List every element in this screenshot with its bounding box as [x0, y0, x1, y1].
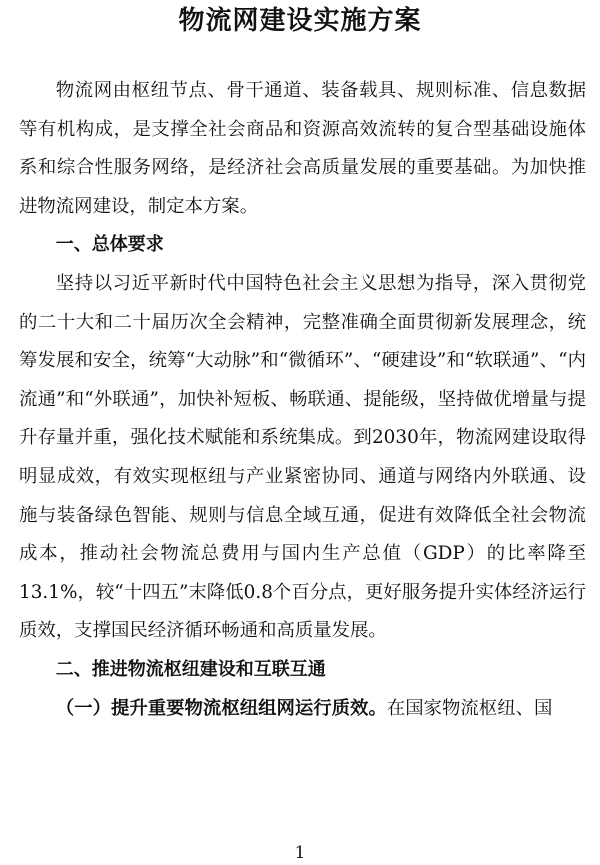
section-2-heading: 二、推进物流枢纽建设和互联互通: [55, 658, 326, 680]
section-2-subsection-1: [19, 690, 586, 729]
section-1-heading: 一、总体要求: [55, 234, 164, 256]
document-body: [19, 72, 586, 728]
subsection-1-lead: （一）提升重要物流枢纽组网运行质效。: [55, 697, 387, 719]
subsection-1-text: 在国家物流枢纽、国: [386, 697, 553, 719]
page-number: 1: [294, 843, 306, 863]
document-title: 物流网建设实施方案: [178, 6, 422, 36]
intro-paragraph: 物流网由枢纽节点、骨干通道、装备载具、规则标准、信息数据等有机构成，是支撑全社会商品和资源高效流转的复合型基础设施体系和综合性服务网络，是经济社会高质量发展的重要基础。为加快推进物流网建设，制定本方案。: [19, 80, 586, 217]
section-1-paragraph: 坚持以习近平新时代中国特色社会主义思想为指导，深入贯彻党的二十大和二十届历次全会精神，完整准确全面贯彻新发展理念，统筹发展和安全，统筹“大动脉”和“微循环”、“硬建设”和“软联通”、“内流通”和“外联通”，加快补短板、畅联通、提能级，坚持做优增量与提升存量并重，强化技术赋能和系统集成。到2030年，物流网建设取得明显成效，有效实现枢纽与产业紧密协同、通道与网络内外联通、设施与装备绿色智能、规则与信息全域互通，促进有效降低全社会物流成本，推动社会物流总费用与国内生产总值（GDP）的比率降至13.1%，较“十四五”末降低0.8个百分点，更好服务提升实体经济运行质效，支撑国民经济循环畅通和高质量发展。: [19, 272, 586, 642]
